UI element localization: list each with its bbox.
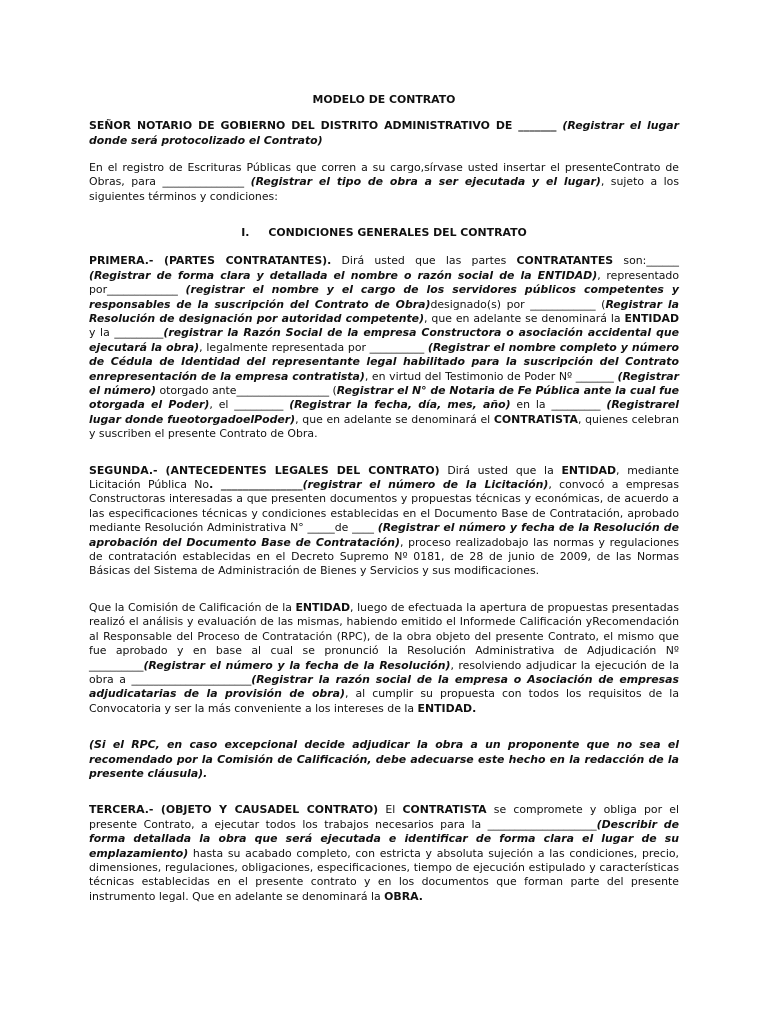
primera-text: , que en adelante se denominará el (295, 412, 494, 426)
tercera-heading: TERCERA.- (OBJETO Y CAUSADEL CONTRATO) (89, 803, 379, 817)
section-heading-condiciones: I. CONDICIONES GENERALES DEL CONTRATO (241, 225, 527, 239)
primera-text: en la _________ (510, 398, 607, 412)
comision-text: , al cumplir su propuesta con todos los requisitos de la Convocatoria y ser la más conveniente a los intereses de la (89, 687, 680, 715)
heading-notario-note: (Registrar el lugar donde será protocolizado el Contrato) (89, 119, 679, 147)
segunda-note: (registrar el número de la Licitación) (302, 478, 549, 492)
tercera-text: se compromete y obliga por el presente Contrato, a ejecutar todos los trabajos necesarios para la ____________________ (89, 803, 679, 831)
primera-note: (Registrar el nombre completo y número de Cédula de Identidad del representante legal habilitado para la suscripción del Contrato enrepresentación de la empresa contratista) (89, 340, 679, 383)
clause-primera (89, 254, 679, 441)
segunda-text: , convocó a empresas Constructoras interesadas a que presenten documentos y propuestas técnicas y económicas, de acuerdo a las especificaciones técnicas y condiciones establecidas en el Documento Base de Contratación, aprobado mediante Resolución Administrativa N° _____de ____ (89, 478, 679, 535)
primera-note: (registrar la Razón Social de la empresa Constructora o asociación accidental que ejecutará la obra) (89, 326, 680, 354)
segunda-text: Dirá usted que la (439, 463, 562, 477)
primera-note: (registrar el nombre y el cargo de los servidores públicos competentes y responsables de la suscripción del Contrato de Obra) (89, 283, 679, 311)
segunda-bold: ENTIDAD (561, 463, 617, 477)
tercera-note: (Describir de forma detallada la obra que será ejecutada e identificar de forma clara el lugar de su emplazamiento) (89, 817, 679, 860)
primera-text: , legalmente representada por __________ (199, 340, 428, 354)
primera-note: Registrar el N° de Notaria de Fe Pública ante la cual fue otorgada el Poder) (89, 384, 680, 412)
primera-bold: CONTRATANTES (516, 254, 614, 268)
primera-note: (Registrarel lugar donde fueotorgadoelPoder) (89, 398, 679, 426)
segunda-heading: SEGUNDA.- (ANTECEDENTES LEGALES DEL CONTRATO) (89, 463, 440, 477)
primera-text: otorgado ante_________________ ( (155, 384, 337, 397)
primera-text: Dirá usted que las partes (331, 254, 517, 268)
tercera-text: hasta su acabado completo, con estricta y absoluta sujeción a las condiciones, precio, dimensiones, regulaciones, obligaciones, especificaciones, tiempo de ejecución estipulado y características técnicas establecidas en el presente contrato y en los documentos que forman parte del presente instrumento legal. Que en adelante se denominará la (89, 846, 679, 903)
primera-bold: ENTIDAD (624, 311, 679, 325)
comision-bold: ENTIDAD. (417, 701, 477, 715)
comision-note: (Registrar el número y la fecha de la Resolución) (143, 658, 451, 672)
intro-note: (Registrar el tipo de obra a ser ejecutada y el lugar) (250, 175, 601, 189)
note-rpc: (Si el RPC, en caso excepcional decide adjudicar la obra a un proponente que no sea el recomendado por la Comisión de Calificación, debe adecuarse este hecho en la redacción de la presente cláusula). (89, 738, 679, 780)
primera-bold: CONTRATISTA (493, 412, 578, 426)
intro-text-1: En el registro de Escrituras Públicas que corren a su cargo,sírvase usted insertar el presenteContrato de Obras, para _______________ (89, 160, 679, 189)
primera-text: , que en adelante se denominará la (424, 311, 625, 325)
paragraph-comision (89, 601, 679, 716)
comision-text: , resolviendo adjudicar la ejecución de la obra a ______________________ (89, 658, 679, 686)
comision-text: , luego de efectuada la apertura de propuestas presentadas realizó el análisis y evaluación de las mismas, habiendo emitido el Informede Calificación yRecomendación al Responsable del Proceso de Contratación (RPC), de la obra objeto del presente Contrato, el mismo que fue aprobado y en base al cual se pronunció la Resolución Administrativa de Adjudicación Nº __________ (89, 600, 679, 672)
comision-bold: ENTIDAD (295, 600, 351, 614)
primera-note: (Registrar la fecha, día, mes, año) (289, 398, 511, 412)
segunda-note: (Registrar el número y fecha de la Resolución de aprobación del Documento Base de Contratación) (89, 521, 679, 549)
intro-paragraph (89, 161, 679, 204)
tercera-text: El (378, 803, 403, 817)
primera-heading: PRIMERA.- (PARTES CONTRATANTES). (89, 254, 332, 268)
primera-text: , el _________ (209, 398, 290, 412)
segunda-text: , mediante Licitación Pública No (89, 463, 679, 492)
primera-text: y la _________ (89, 326, 164, 340)
comision-note: (Registrar la razón social de la empresa o Asociación de empresas adjudicatarias de la provisión de obra) (89, 672, 679, 701)
primera-note: (Registrar de forma clara y detallada el nombre o razón social de la ENTIDAD) (89, 268, 598, 282)
heading-notario (89, 119, 679, 148)
heading-notario-bold: SEÑOR NOTARIO DE GOBIERNO DEL DISTRITO ADMINISTRATIVO DE _______ (89, 119, 563, 133)
tercera-bold: OBRA. (384, 889, 423, 903)
primera-text: designado(s) por ____________ ( (430, 297, 606, 311)
document-title: MODELO DE CONTRATO (312, 93, 456, 106)
primera-note: (Registrar el número) (89, 369, 679, 397)
primera-text: son:______ (613, 254, 679, 268)
primera-text: , representado por_____________ (89, 268, 679, 297)
tercera-bold: CONTRATISTA (402, 803, 487, 817)
comision-text: Que la Comisión de Calificación de la (89, 600, 296, 614)
intro-text-2: , sujeto a los siguientes términos y condiciones: (89, 175, 679, 203)
primera-text: , quienes celebran y suscriben el presente Contrato de Obra. (89, 412, 679, 441)
primera-note: Registrar la Resolución de designación por autoridad competente) (89, 297, 679, 325)
primera-text: , en virtud del Testimonio de Poder Nº _______ (364, 369, 618, 383)
clause-segunda (89, 464, 679, 579)
segunda-text: , proceso realizadobajo las normas y regulaciones de contratación establecidas en el Decreto Supremo Nº 0181, de 28 de junio de 2009, de las Normas Básicas del Sistema de Administración de Bienes y Servicios y sus modificaciones. (89, 535, 680, 578)
clause-tercera (89, 803, 679, 904)
segunda-bold: . _______________ (209, 478, 303, 492)
